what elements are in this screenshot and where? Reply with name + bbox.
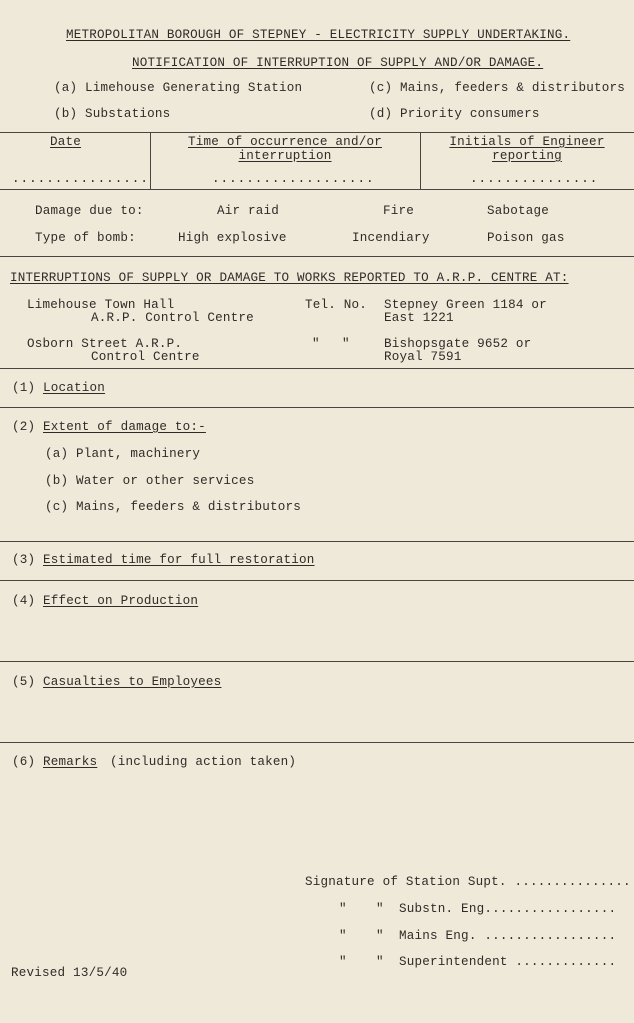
- damage-air-raid[interactable]: Air raid: [217, 204, 280, 218]
- bomb-incendiary[interactable]: Incendiary: [352, 231, 430, 245]
- section4-number: (4): [12, 594, 36, 608]
- section5-label[interactable]: Casualties to Employees: [43, 675, 222, 689]
- time-header-line2: interruption: [238, 149, 332, 163]
- section1-number: (1): [12, 381, 36, 395]
- date-field[interactable]: ................: [12, 172, 149, 186]
- rule-after-damage: [0, 256, 634, 257]
- section2-item-b[interactable]: (b) Water or other services: [45, 474, 255, 488]
- report-heading: INTERRUPTIONS OF SUPPLY OR DAMAGE TO WORKS REPORTED TO A.R.P. CENTRE AT:: [10, 271, 569, 285]
- bomb-label: Type of bomb:: [35, 231, 136, 245]
- section6-note: (including action taken): [110, 755, 297, 769]
- form-subtitle: NOTIFICATION OF INTERRUPTION OF SUPPLY AND/OR DAMAGE.: [132, 56, 544, 70]
- bomb-poison-gas[interactable]: Poison gas: [487, 231, 565, 245]
- rule-after-casualties: [0, 742, 634, 743]
- form-title: METROPOLITAN BOROUGH OF STEPNEY - ELECTRICITY SUPPLY UNDERTAKING.: [66, 28, 571, 42]
- category-d: (d) Priority consumers: [369, 107, 540, 121]
- section2-label[interactable]: Extent of damage to:-: [43, 420, 206, 434]
- rule-after-location: [0, 407, 634, 408]
- section3-number: (3): [12, 553, 36, 567]
- ditto-mark: ": [339, 955, 347, 969]
- section5-number: (5): [12, 675, 36, 689]
- centre1-name: Limehouse Town Hall: [27, 298, 175, 312]
- signature-mains-eng[interactable]: Mains Eng. .................: [399, 929, 617, 943]
- time-field[interactable]: ...................: [212, 172, 375, 186]
- section6-label[interactable]: Remarks: [43, 755, 98, 769]
- damage-sabotage[interactable]: Sabotage: [487, 204, 550, 218]
- initials-field[interactable]: ...............: [470, 172, 599, 186]
- section1-label[interactable]: Location: [43, 381, 106, 395]
- category-c: (c) Mains, feeders & distributors: [369, 81, 625, 95]
- initials-header-line1: Initials of Engineer: [449, 135, 605, 149]
- rule-grid-top: [0, 132, 634, 133]
- category-b: (b) Substations: [54, 107, 171, 121]
- centre1-name-line2: A.R.P. Control Centre: [91, 311, 254, 325]
- section2-item-a[interactable]: (a) Plant, machinery: [45, 447, 201, 461]
- centre2-name: Osborn Street A.R.P.: [27, 337, 183, 351]
- category-a: (a) Limehouse Generating Station: [54, 81, 303, 95]
- rule-after-production: [0, 661, 634, 662]
- centre1-tel-line2: East 1221: [384, 311, 454, 325]
- signature-station-supt[interactable]: Signature of Station Supt. ...............: [305, 875, 631, 889]
- ditto-mark: ": [339, 929, 347, 943]
- centre2-tel-line2: Royal 7591: [384, 350, 462, 364]
- rule-after-extent: [0, 541, 634, 542]
- revision-date: Revised 13/5/40: [11, 966, 128, 980]
- rule-grid-bottom: [0, 189, 634, 190]
- time-header-line1: Time of occurrence and/or: [188, 135, 382, 149]
- bomb-high-explosive[interactable]: High explosive: [178, 231, 287, 245]
- ditto-mark: ": [376, 955, 384, 969]
- signature-substn-eng[interactable]: Substn. Eng.................: [399, 902, 617, 916]
- damage-fire[interactable]: Fire: [383, 204, 415, 218]
- centre1-tel: Stepney Green 1184 or: [384, 298, 547, 312]
- tel-no-label: Tel. No.: [305, 298, 368, 312]
- section2-number: (2): [12, 420, 36, 434]
- rule-after-restoration: [0, 580, 634, 581]
- ditto-mark: ": [312, 337, 320, 351]
- ditto-mark: ": [339, 902, 347, 916]
- section4-label[interactable]: Effect on Production: [43, 594, 199, 608]
- section6-number: (6): [12, 755, 36, 769]
- signature-superintendent[interactable]: Superintendent .............: [399, 955, 617, 969]
- centre2-tel: Bishopsgate 9652 or: [384, 337, 532, 351]
- date-header: Date: [50, 135, 82, 149]
- ditto-mark: ": [376, 929, 384, 943]
- section2-item-c[interactable]: (c) Mains, feeders & distributors: [45, 500, 301, 514]
- damage-label: Damage due to:: [35, 204, 144, 218]
- rule-before-location: [0, 368, 634, 369]
- section3-label[interactable]: Estimated time for full restoration: [43, 553, 315, 567]
- initials-header-line2: reporting: [492, 149, 562, 163]
- ditto-mark: ": [342, 337, 350, 351]
- ditto-mark: ": [376, 902, 384, 916]
- centre2-name-line2: Control Centre: [91, 350, 200, 364]
